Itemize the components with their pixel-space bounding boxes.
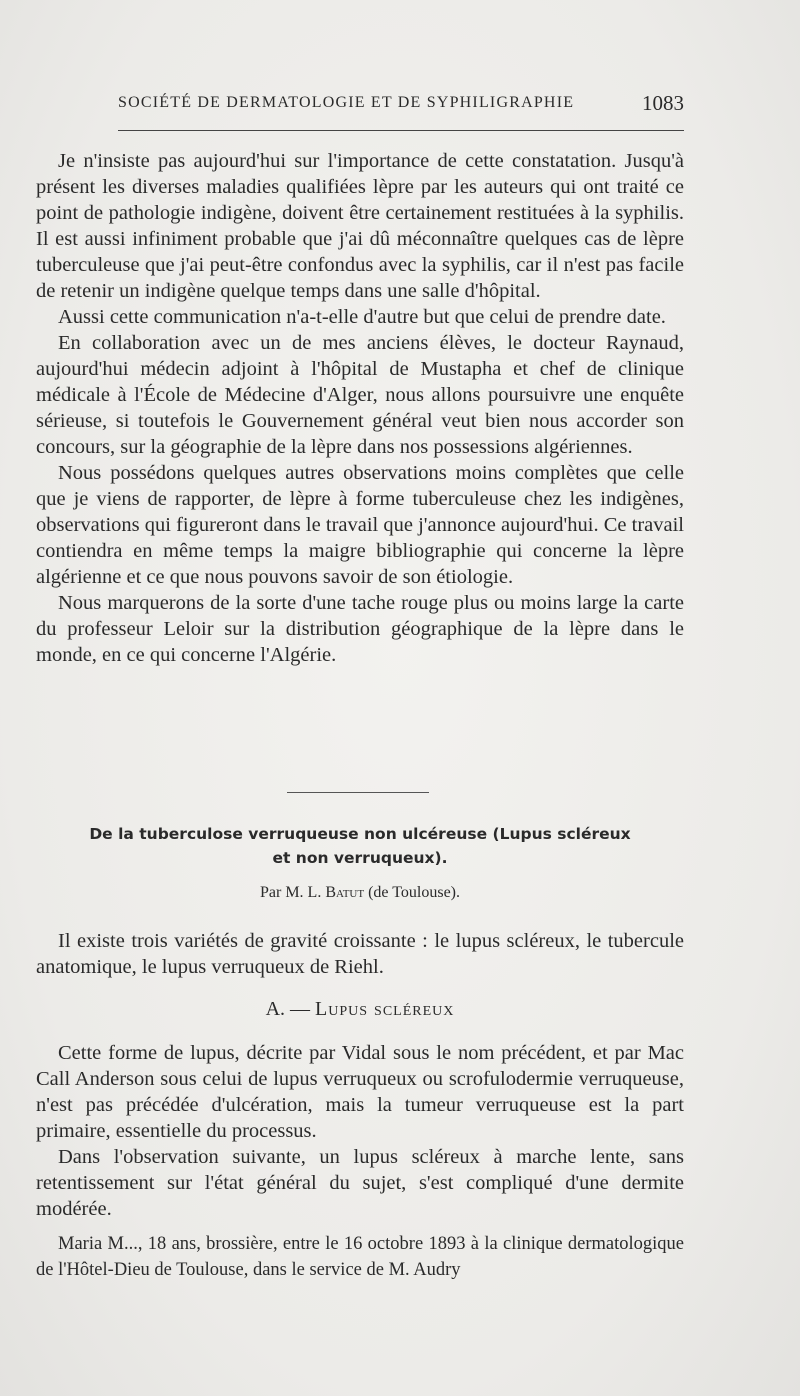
paragraph: Je n'insiste pas aujourd'hui sur l'importance de cette constatation. Jusqu'à présent les diverses maladies qualifiées lèpre par les auteurs qui ont traité ce point de pathologie indigène, doivent être certainement restituées à la syphilis. Il est aussi infiniment probable que j'ai dû méconnaître quelques cas de lèpre tuberculeuse que j'ai peut-être confondus avec la syphilis, car il n'est pas facile de retenir un indigène quelque temps dans une salle d'hôpital.	[36, 150, 684, 302]
paragraph: Dans l'observation suivante, un lupus scléreux à marche lente, sans retentissement sur l'état général du sujet, s'est compliqué d'une dermite modérée.	[36, 1146, 684, 1220]
article-title-line: et non verruqueux).	[272, 849, 448, 867]
running-title: SOCIÉTÉ DE DERMATOLOGIE ET DE SYPHILIGRAPHIE	[118, 94, 575, 111]
paragraph: Cette forme de lupus, décrite par Vidal sous le nom précédent, et par Mac Call Anderson sous celui de lupus verruqueux ou scrofulodermie verruqueuse, n'est pas précédée d'ulcération, mais la tumeur verruqueuse est la part primaire, essentielle du processus.	[36, 1042, 684, 1142]
case-report	[36, 1231, 684, 1283]
section-letter: A. —	[265, 998, 311, 1020]
article-title-line: De la tuberculose verruqueuse non ulcéreuse (Lupus scléreux	[89, 825, 631, 843]
section-body	[36, 1040, 684, 1222]
paragraph: Aussi cette communication n'a-t-elle d'autre but que celui de prendre date.	[58, 306, 666, 328]
section-heading	[36, 994, 684, 1024]
paragraph: Il existe trois variétés de gravité croissante : le lupus scléreux, le tubercule anatomique, le lupus verruqueux de Riehl.	[36, 930, 684, 978]
article-intro	[36, 928, 684, 980]
section-title: Lupus scléreux	[315, 998, 455, 1020]
page-number: 1083	[642, 91, 684, 115]
paragraph: Nous possédons quelques autres observations moins complètes que celle que je viens de rapporter, de lèpre à forme tuberculeuse chez les indigènes, observations qui figureront dans le travail que j'annonce aujourd'hui. Ce travail contiendra en même temps la maigre bibliographie qui concerne la lèpre algérienne et ce que nous pouvons savoir de son étiologie.	[36, 462, 684, 588]
byline-suffix: (de Toulouse).	[368, 884, 460, 901]
case-paragraph: Maria M..., 18 ans, brossière, entre le 16 octobre 1893 à la clinique dermatologique de l'Hôtel-Dieu de Toulouse, dans le service de M. Audry	[36, 1234, 684, 1280]
paragraph: En collaboration avec un de mes anciens élèves, le docteur Raynaud, aujourd'hui médecin adjoint à l'hôpital de Mustapha et chef de clinique médicale à l'École de Médecine d'Alger, nous allons poursuivre une enquête sérieuse, si toutefois le Gouvernement général veut bien nous accorder son concours, sur la géographie de la lèpre dans nos possessions algériennes.	[36, 332, 684, 458]
byline-author: Batut	[325, 884, 365, 901]
paragraph: Nous marquerons de la sorte d'une tache rouge plus ou moins large la carte du professeur Leloir sur la distribution géographique de la lèpre dans le monde, en ce qui concerne l'Algérie.	[36, 592, 684, 666]
article-title	[36, 822, 684, 870]
section-separator	[287, 792, 429, 793]
page-header	[118, 88, 684, 118]
byline-prefix: Par M. L.	[259, 884, 322, 901]
header-rule	[118, 130, 684, 131]
previous-article-body	[36, 148, 684, 668]
article-byline	[36, 880, 684, 906]
